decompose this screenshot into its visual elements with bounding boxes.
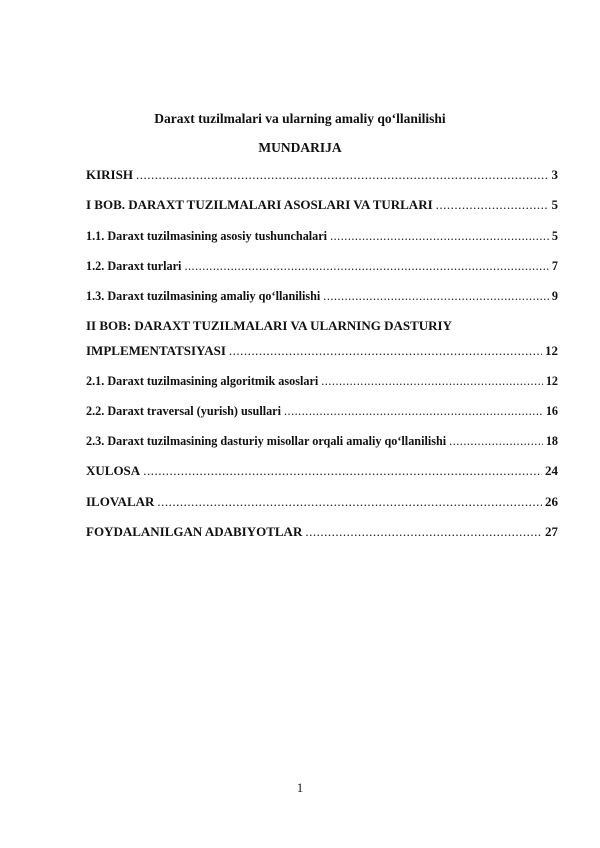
toc-entry-label: ILOVALAR [86, 494, 155, 509]
toc-entry-label: I BOB. DARAXT TUZILMALARI ASOSLARI VA TURLARI [86, 197, 433, 212]
dot-leader [305, 524, 542, 540]
toc-entry-label: 1.1. Daraxt tuzilmasining asosiy tushunchalari [86, 229, 328, 243]
toc-entry-label: XULOSA [86, 463, 141, 478]
toc-entry-page: 24 [545, 463, 558, 478]
toc-entry-label: 2.1. Daraxt tuzilmasining algoritmik asoslari [86, 374, 319, 388]
toc-entry-section-1-3[interactable] [86, 288, 558, 304]
toc-entry-label: FOYDALANILGAN ADABIYOTLAR [86, 524, 303, 539]
toc-entry-adabiyotlar[interactable] [86, 524, 558, 540]
dot-leader [157, 494, 542, 510]
dot-leader [436, 197, 549, 213]
toc-entry-section-1-1[interactable] [86, 228, 558, 244]
toc-entry-chapter-1[interactable] [86, 197, 558, 213]
toc-entry-page: 7 [551, 259, 558, 273]
document-title: Daraxt tuzilmalari va ularning amaliy qo‘llanilishi [154, 111, 446, 126]
dot-leader [284, 403, 543, 419]
dot-leader [323, 288, 549, 304]
toc-entry-label: 1.2. Daraxt turlari [86, 259, 182, 273]
toc-entry-page: 12 [545, 374, 558, 388]
dot-leader [143, 463, 542, 479]
toc-entry-page: 5 [551, 197, 558, 212]
toc-entry-label: 1.3. Daraxt tuzilmasining amaliy qo‘llanilishi [86, 289, 321, 303]
toc-entry-ilovalar[interactable] [86, 494, 558, 510]
toc-entry-page: 12 [545, 343, 558, 358]
toc-entry-page: 9 [551, 289, 558, 303]
dot-leader [449, 433, 543, 449]
toc-heading: MUNDARIJA [258, 140, 342, 155]
toc-entry-page: 5 [551, 229, 558, 243]
dot-leader [184, 258, 548, 274]
dot-leader [330, 228, 549, 244]
toc-entry-section-1-2[interactable] [86, 258, 558, 274]
toc-entry-label: IMPLEMENTATSIYASI [86, 343, 226, 358]
toc-entry-kirish[interactable] [86, 167, 558, 183]
toc-entry-label: 2.2. Daraxt traversal (yurish) usullari [86, 404, 281, 418]
toc-entry-label: KIRISH [86, 167, 133, 182]
toc-entry-label: 2.3. Daraxt tuzilmasining dasturiy misollar orqali amaliy qo‘llanilishi [86, 434, 447, 448]
toc-entry-xulosa[interactable] [86, 463, 558, 479]
toc-entry-chapter-2-line1: II BOB: DARAXT TUZILMALARI VA ULARNING DASTURIY [86, 318, 452, 333]
toc-entry-page: 26 [545, 494, 558, 509]
page-number: 1 [296, 781, 304, 795]
toc-entry-page: 3 [551, 167, 558, 182]
dot-leader [321, 373, 543, 389]
dot-leader [229, 343, 542, 359]
toc-entry-page: 18 [545, 434, 558, 448]
toc-entry-page: 16 [545, 404, 558, 418]
toc-entry-section-2-3[interactable] [86, 433, 558, 449]
toc-entry-section-2-2[interactable] [86, 403, 558, 419]
toc-entry-chapter-2[interactable] [86, 343, 558, 359]
toc-entry-section-2-1[interactable] [86, 373, 558, 389]
dot-leader [136, 167, 549, 183]
toc-entry-page: 27 [545, 524, 558, 539]
